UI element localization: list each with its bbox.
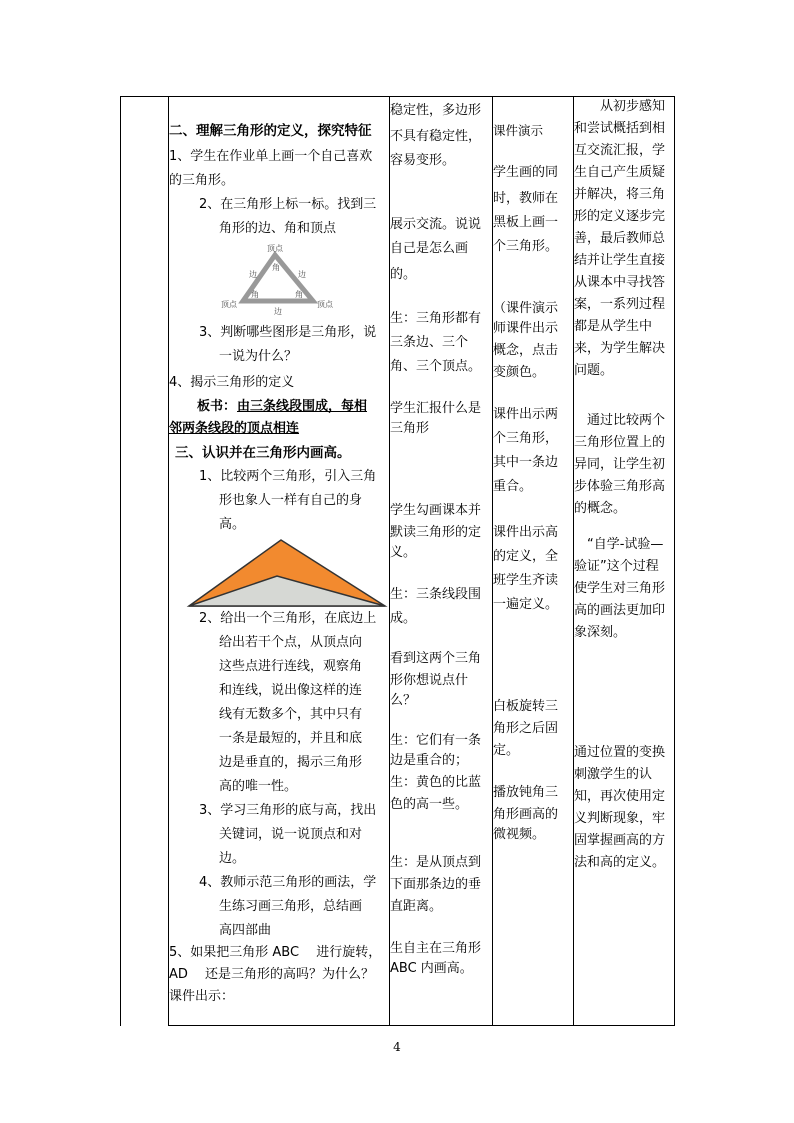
media-column [493, 96, 573, 1024]
step-5-line-1: 5、如果把三角形 ABC 进行旋转， [169, 945, 382, 960]
student-activity-column [390, 96, 492, 1024]
step-2-line-8: 高的唯一性。 [219, 779, 298, 794]
media-line-20: 定。 [493, 743, 520, 758]
activity-line-21: 边是重合的； [390, 753, 469, 768]
item-2-line-2: 角形的边、角和顶点 [219, 221, 337, 236]
intent-line-13: 问题。 [574, 363, 614, 378]
media-line-2: 学生画的同 [493, 165, 559, 180]
activity-line-5: 自己是怎么画 [390, 241, 469, 256]
fig-label-vertex-right: 顶点 [317, 300, 333, 309]
activity-line-14: 义。 [390, 545, 417, 560]
col5-right-border [674, 96, 675, 1026]
step-4-line-1: 4、教师示范三角形的画法，学 [199, 875, 377, 890]
activity-line-2: 不具有稳定性， [390, 129, 482, 144]
section-heading-3: 三、认识并在三角形内画高。 [175, 445, 351, 461]
intent-line-4: 生自己产生质疑 [574, 165, 666, 180]
table-bottom-border [168, 1025, 675, 1026]
item-3-line-1: 3、判断哪些图形是三角形，说 [199, 325, 377, 340]
intent-line-16: 异同，让学生初 [574, 457, 666, 472]
step-5-line-2: AD 还是三角形的高吗？为什么？ [169, 967, 375, 982]
intent-line-10: 案，一系列过程 [574, 297, 666, 312]
fig-label-angle-right: 角 [295, 290, 303, 299]
activity-line-27: 生自主在三角形 [390, 941, 482, 956]
media-line-6: （课件演示 [493, 301, 559, 316]
media-line-12: 其中一条边 [493, 455, 559, 470]
intent-line-14: 通过比较两个 [574, 413, 666, 428]
intent-line-19: “自学-试验— [574, 537, 664, 552]
item-4: 4、揭示三角形的定义 [169, 375, 295, 390]
fig-label-vertex-left: 顶点 [221, 300, 237, 309]
board-text-line-1: 由三条线段围成，每相 [237, 399, 368, 414]
activity-line-25: 下面那条边的垂 [390, 877, 482, 892]
board-label: 板书： [197, 399, 237, 414]
labeled-triangle-figure [221, 241, 331, 317]
step-1-line-3: 高。 [219, 517, 246, 532]
activity-line-12: 学生勾画课本并 [390, 503, 482, 518]
fig-label-edge-right: 边 [298, 270, 306, 279]
activity-line-23: 色的高一些。 [390, 797, 469, 812]
media-line-7: 师课件出示 [493, 321, 559, 336]
activity-line-15: 生：三条线段围 [390, 587, 482, 602]
fig-label-vertex-top: 顶点 [267, 244, 283, 253]
col1-left-border [120, 96, 121, 1026]
intent-line-20: 验证”这个过程 [574, 559, 659, 574]
activity-line-19: 么？ [390, 693, 417, 708]
activity-line-16: 成。 [390, 611, 417, 626]
activity-line-7: 生：三角形都有 [390, 311, 482, 326]
intent-line-21: 使学生对三角形 [574, 581, 666, 596]
intent-line-8: 结并让学生直接 [574, 253, 666, 268]
media-line-21: 播放钝角三 [493, 785, 559, 800]
activity-line-20: 生：它们有一条 [390, 733, 482, 748]
design-intent-column [574, 96, 674, 1024]
intent-line-2: 和尝试概括到相 [574, 121, 666, 136]
activity-line-24: 生：是从顶点到 [390, 855, 482, 870]
media-line-14: 课件出示高 [493, 525, 559, 540]
media-line-1: 课件演示 [493, 123, 544, 138]
fig-label-edge-bottom: 边 [274, 307, 282, 316]
step-2-line-3: 这些点进行连线，观察角 [219, 659, 363, 674]
media-line-11: 个三角形， [493, 431, 559, 446]
step-3-line-3: 边。 [219, 851, 246, 866]
intent-line-23: 象深刻。 [574, 625, 627, 640]
media-line-23: 微视频。 [493, 827, 546, 842]
activity-line-9: 角、三个顶点。 [390, 359, 482, 374]
step-2-line-4: 和连线，说出像这样的连 [219, 683, 363, 698]
activity-line-1: 稳定性，多边形 [390, 103, 482, 118]
media-line-19: 角形之后固 [493, 721, 559, 736]
media-line-4: 黑板上画一 [493, 215, 559, 230]
intent-line-18: 的概念。 [574, 501, 627, 516]
step-1-line-2: 形也象人一样有自己的身 [219, 493, 363, 508]
media-line-10: 课件出示两 [493, 407, 559, 422]
media-line-5: 个三角形。 [493, 239, 559, 254]
step-4-line-2: 生练习画三角形，总结画 [219, 899, 363, 914]
section-heading-2: 二、理解三角形的定义，探究特征 [169, 123, 372, 139]
step-3-line-1: 3、学习三角形的底与高，找出 [199, 803, 377, 818]
fig-label-angle-left: 角 [251, 290, 259, 299]
intent-line-12: 来，为学生解决 [574, 341, 666, 356]
media-line-9: 变颜色。 [493, 365, 546, 380]
page-number: 4 [393, 1040, 401, 1054]
media-line-18: 白板旋转三 [493, 699, 559, 714]
intent-line-25: 刺激学生的认 [574, 767, 653, 782]
intent-line-27: 义判断现象，牢 [574, 811, 666, 826]
board-text-line-2: 邻两条线段的顶点相连 [169, 421, 300, 436]
media-line-15: 的定义，全 [493, 549, 559, 564]
activity-line-28: ABC 内画高。 [390, 961, 473, 976]
activity-line-22: 生：黄色的比蓝 [390, 775, 482, 790]
intent-line-17: 步体验三角形高 [574, 479, 666, 494]
intent-line-11: 都是从学生中 [574, 319, 653, 334]
intent-line-6: 形的定义逐步完 [574, 209, 666, 224]
intent-line-28: 固掌握画高的方 [574, 833, 666, 848]
item-1-line-2: 的三角形。 [169, 173, 235, 188]
intent-line-5: 并解决，将三角 [574, 187, 666, 202]
activity-line-17: 看到这两个三角 [390, 651, 482, 666]
media-line-16: 班学生齐读 [493, 573, 559, 588]
item-3-line-2: 一说为什么？ [219, 349, 298, 364]
step-4-line-3: 高四部曲 [219, 923, 272, 938]
media-line-8: 概念，点击 [493, 343, 559, 358]
intent-line-3: 互交流汇报，学 [574, 143, 666, 158]
overlapping-triangles-figure [187, 536, 387, 610]
item-1-line-1: 1、学生在作业单上画一个自己喜欢 [169, 149, 373, 164]
intent-line-22: 高的画法更加印 [574, 603, 666, 618]
intent-line-15: 三角形位置上的 [574, 435, 666, 450]
activity-line-8: 三条边、三个 [390, 335, 469, 350]
activity-line-13: 默读三角形的定 [390, 525, 482, 540]
media-line-3: 时，教师在 [493, 191, 559, 206]
intent-line-9: 从课本中寻找答 [574, 275, 666, 290]
item-2-line-1: 2、在三角形上标一标。找到三 [199, 197, 377, 212]
activity-line-3: 容易变形。 [390, 153, 456, 168]
activity-line-11: 三角形 [390, 421, 430, 436]
intent-line-26: 知，再次使用定 [574, 789, 666, 804]
intent-line-29: 法和高的定义。 [574, 855, 666, 870]
step-2-line-5: 线有无数多个，其中只有 [219, 707, 363, 722]
intent-line-7: 善，最后教师总 [574, 231, 666, 246]
activity-line-18: 形你想说点什 [390, 673, 469, 688]
step-5-line-3: 课件出示： [169, 989, 235, 1004]
activity-line-10: 学生汇报什么是 [390, 401, 482, 416]
media-line-22: 角形画高的 [493, 807, 559, 822]
step-2-line-6: 一条是最短的，并且和底 [219, 731, 363, 746]
process-column [169, 96, 389, 1024]
media-line-17: 一遍定义。 [493, 597, 559, 612]
fig-label-edge-left: 边 [249, 270, 257, 279]
step-2-line-7: 边是垂直的，揭示三角形 [219, 755, 363, 770]
activity-line-26: 直距离。 [390, 899, 443, 914]
intent-line-24: 通过位置的变换 [574, 745, 666, 760]
step-1-line-1: 1、比较两个三角形，引入三角 [199, 469, 377, 484]
step-3-line-2: 关键词，说一说顶点和对 [219, 827, 363, 842]
intent-line-1: 从初步感知 [574, 99, 666, 114]
activity-line-6: 的。 [390, 267, 417, 282]
step-2-line-2: 给出若干个点，从顶点向 [219, 635, 363, 650]
media-line-13: 重合。 [493, 479, 533, 494]
activity-line-4: 展示交流。说说 [390, 217, 482, 232]
step-2-line-1: 2、给出一个三角形，在底边上 [199, 611, 377, 626]
fig-label-angle-top: 角 [272, 263, 280, 272]
